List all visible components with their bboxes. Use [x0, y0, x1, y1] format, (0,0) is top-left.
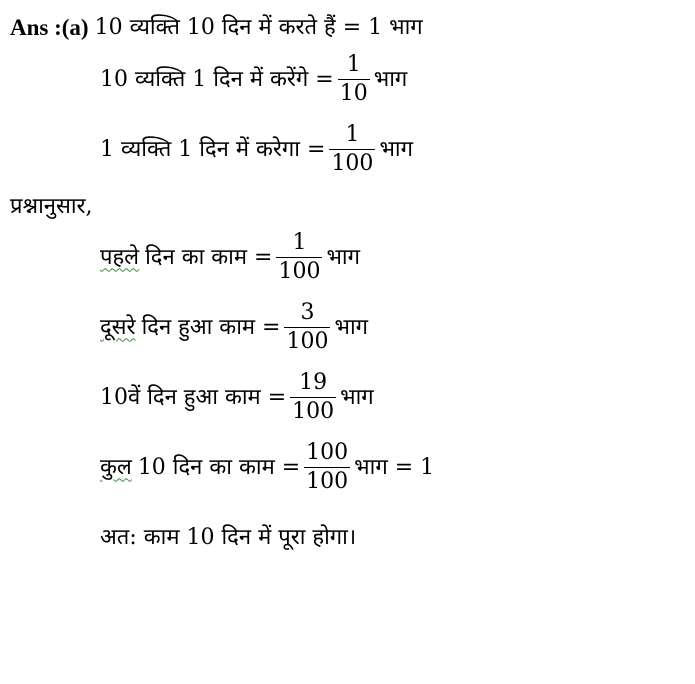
equation-text: 10वें दिन हुआ काम = [100, 384, 287, 410]
unit-text: भाग [334, 314, 369, 340]
equation-line-2 [100, 54, 407, 105]
equation-text: 10 दिन का काम = [137, 454, 301, 480]
unit-text: भाग [340, 384, 374, 410]
fraction [338, 54, 370, 105]
answer-label: Ans :(a) [10, 15, 89, 40]
fraction-numerator: 3 [300, 300, 315, 325]
unit-text: भाग [379, 136, 413, 162]
fraction-denominator: 100 [306, 469, 349, 494]
fraction-denominator: 100 [292, 399, 335, 424]
equation-text: 1 व्यक्ति 1 दिन में करेगा = [100, 136, 326, 162]
fraction-denominator: 100 [286, 329, 329, 354]
unit-text: भाग = 1 [354, 454, 435, 480]
spellcheck-word: पहले [100, 244, 140, 270]
fraction-numerator: 100 [306, 440, 349, 465]
equation-line-7 [100, 442, 434, 493]
spellcheck-word: दूसरे [100, 314, 136, 340]
conclusion-text: अत: काम 10 दिन में पूरा होगा। [100, 525, 357, 550]
fraction-denominator: 10 [339, 81, 368, 106]
fraction-numerator: 1 [346, 52, 361, 77]
fraction [284, 302, 330, 353]
section-heading [10, 196, 93, 218]
heading-text: प्रश्नानुसार, [10, 194, 93, 219]
fraction [329, 124, 375, 175]
fraction-numerator: 1 [292, 230, 307, 255]
fraction [290, 372, 336, 423]
equation-text: दिन का काम = [145, 244, 273, 270]
spellcheck-word: कुल [100, 454, 132, 480]
fraction-numerator: 19 [299, 370, 328, 395]
fraction [304, 442, 350, 493]
fraction-denominator: 100 [278, 259, 321, 284]
answer-statement: 10 व्यक्ति 10 दिन में करते हैं = 1 भाग [94, 14, 423, 40]
equation-line-4 [100, 232, 360, 283]
fraction-denominator: 100 [331, 151, 374, 176]
equation-text: 10 व्यक्ति 1 दिन में करेंगे = [100, 66, 334, 92]
equation-line-3 [100, 124, 413, 175]
unit-text: भाग [373, 66, 408, 92]
fraction-numerator: 1 [345, 122, 360, 147]
unit-text: भाग [326, 244, 361, 270]
equation-line-5 [100, 302, 368, 353]
equation-line-6 [100, 372, 374, 423]
equation-text: दिन हुआ काम = [141, 314, 281, 340]
fraction [276, 232, 322, 283]
answer-line [10, 16, 423, 39]
conclusion-line [100, 527, 356, 549]
